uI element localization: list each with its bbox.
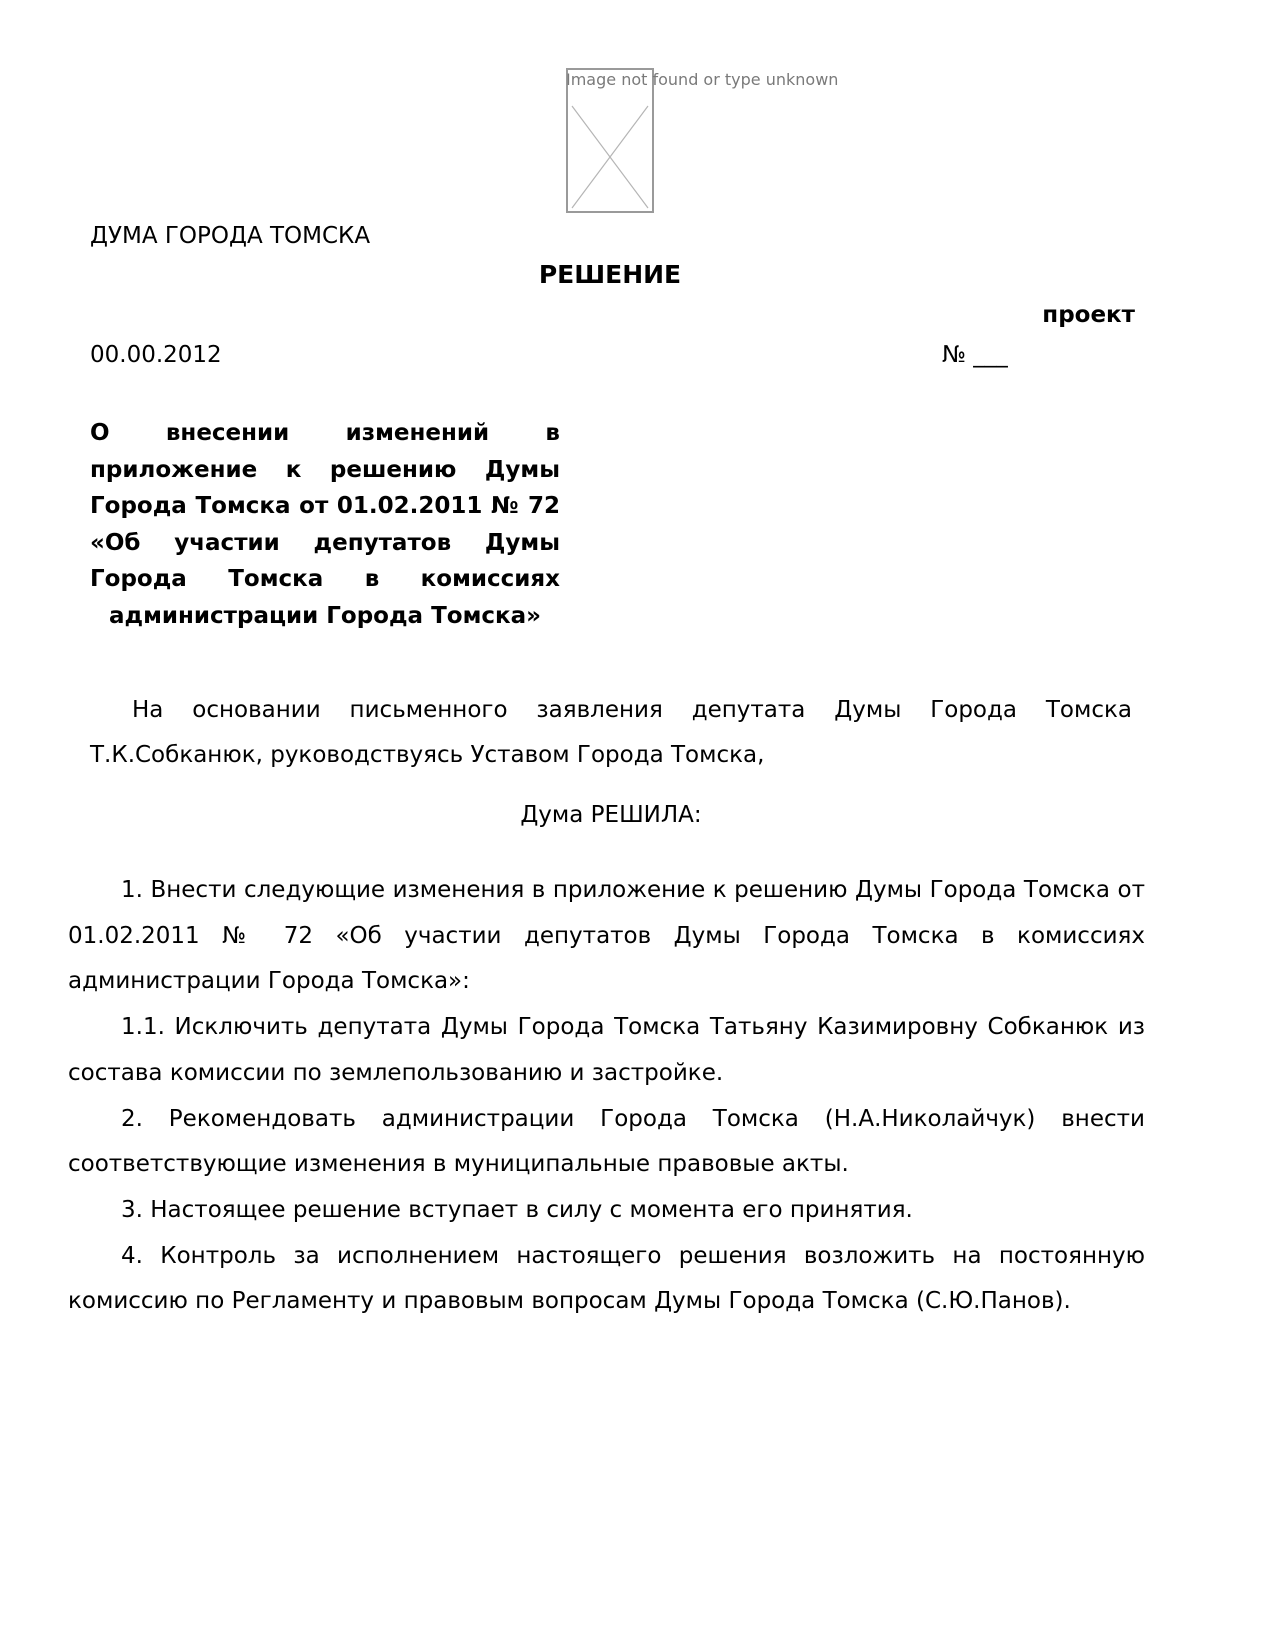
- document-date: 00.00.2012: [90, 342, 222, 368]
- resolution-item: 2. Рекомендовать администрации Города Томска (Н.А.Николайчук) внести соответствующие изменения в муниципальные правовые акты.: [68, 1105, 1145, 1178]
- basis-paragraph: На основании письменного заявления депутата Думы Города Томска Т.К.Собканюк, руководствуясь Уставом Города Томска,: [90, 697, 1132, 768]
- resolution-item: 4. Контроль за исполнением настоящего решения возложить на постоянную комиссию по Регламенту и правовым вопросам Думы Города Томска (С.Ю.Панов).: [68, 1242, 1145, 1315]
- document-subject: О внесении изменений в приложение к решению Думы Города Томска от 01.02.2011 № 72 «Об участии депутатов Думы Города Томска в комиссиях администрации Города Томска»: [90, 420, 560, 629]
- resolution-item: 1.1. Исключить депутата Думы Города Томска Татьяну Казимировну Собканюк из состава комиссии по землепользованию и застройке.: [68, 1014, 1145, 1086]
- resolution-items: [68, 868, 1145, 1325]
- broken-image-alt-text: Image not found or type unknown: [566, 70, 839, 89]
- organization-name: ДУМА ГОРОДА ТОМСКА: [90, 223, 371, 249]
- resolved-heading: Дума РЕШИЛА:: [520, 802, 702, 828]
- document-number: № ___: [942, 342, 1008, 368]
- document-title: РЕШЕНИЕ: [538, 260, 682, 289]
- resolution-item: 1. Внести следующие изменения в приложение к решению Думы Города Томска от 01.02.2011 № 72 «Об участии депутатов Думы Города Томска в комиссиях администрации Города Томска»:: [68, 877, 1145, 995]
- draft-label: проект: [1042, 302, 1135, 328]
- resolution-item: 3. Настоящее решение вступает в силу с момента его принятия.: [121, 1196, 913, 1223]
